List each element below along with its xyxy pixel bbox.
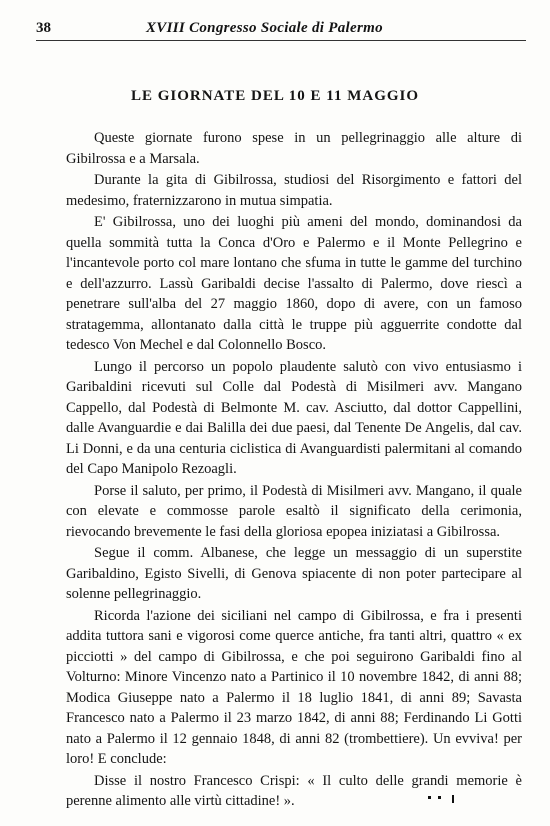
scan-speck [438,796,441,799]
paragraph: E' Gibilrossa, uno dei luoghi più ameni del mondo, dominandosi da quella sommità tutta la Conca d'Oro e Palermo e il Monte Pellegrino e l'incantevole porto col mare lontano che sfuma in tutte le gamme del turchino e dell'azzurro. Lassù Garibaldi decise l'assalto di Palermo, dove riescì a penetrare sull'alba del 27 maggio 1860, dopo di avere, con un famoso stratagemma, allontanato dalla città le truppe più agguerrite condotte dal tedesco Von Mechel e dal Colonnello Bosco. [66,214,522,353]
running-header [36,20,526,41]
paragraph: Durante la gita di Gibilrossa, studiosi del Risorgimento e fattori del medesimo, fraternizzarono in mutua simpatia. [66,172,522,209]
article-title: LE GIORNATE DEL 10 E 11 MAGGIO [130,88,420,104]
article-body [66,128,522,813]
scan-speck [452,795,454,803]
running-title: XVIII Congresso Sociale di Palermo [146,20,383,36]
paragraph: Disse il nostro Francesco Crispi: « Il culto delle grandi memorie è perenne alimento alle virtù cittadine! ». [66,772,522,809]
paragraph: Ricorda l'azione dei siciliani nel campo di Gibilrossa, e fra i presenti addita tuttora sani e vigorosi come querce antiche, fra tanti altri, quattro « ex picciotti » del campo di Gibilrossa, e che poi seguirono Garibaldi fino al Volturno: Minore Vincenzo nato a Partinico il 10 novembre 1842, di anni 88; Modica Giuseppe nato a Palermo il 18 luglio 1841, di anni 89; Savasta Francesco nato a Palermo il 23 marzo 1842, di anni 88; Ferdinando Li Gotti nato a Palermo il 12 gennaio 1848, di anni 82 (trombettiere). Un evviva! per loro! E conclude: [66,607,522,767]
page-number: 38 [36,20,51,36]
scan-speck [428,796,431,799]
paragraph: Queste giornate furono spese in un pellegrinaggio alle alture di Gibilrossa e a Marsala. [66,130,522,167]
paragraph: Lungo il percorso un popolo plaudente salutò con vivo entusiasmo i Garibaldini ricevuti sul Colle dal Podestà di Misilmeri avv. Mangano Cappello, dal Podestà di Belmonte M. cav. Asciutto, dal dottor Cappellini, dalle Avanguardie e dai Balilla dei due paesi, dal Tenente De Angelis, dal cav. Li Donni, e da una centuria ciclistica di Avanguardisti palermitani al comando del Capo Manipolo Rezoagli. [66,358,522,477]
paragraph: Porse il saluto, per primo, il Podestà di Misilmeri avv. Mangano, il quale con elevate e commosse parole esaltò il significato della cerimonia, rievocando brevemente le fasi della gloriosa epopea iniziatasi a Gibilrossa. [66,482,522,540]
paragraph: Segue il comm. Albanese, che legge un messaggio di un superstite Garibaldino, Egisto Sivelli, di Genova spiacente di non poter partecipare al solenne pellegrinaggio. [66,545,522,602]
